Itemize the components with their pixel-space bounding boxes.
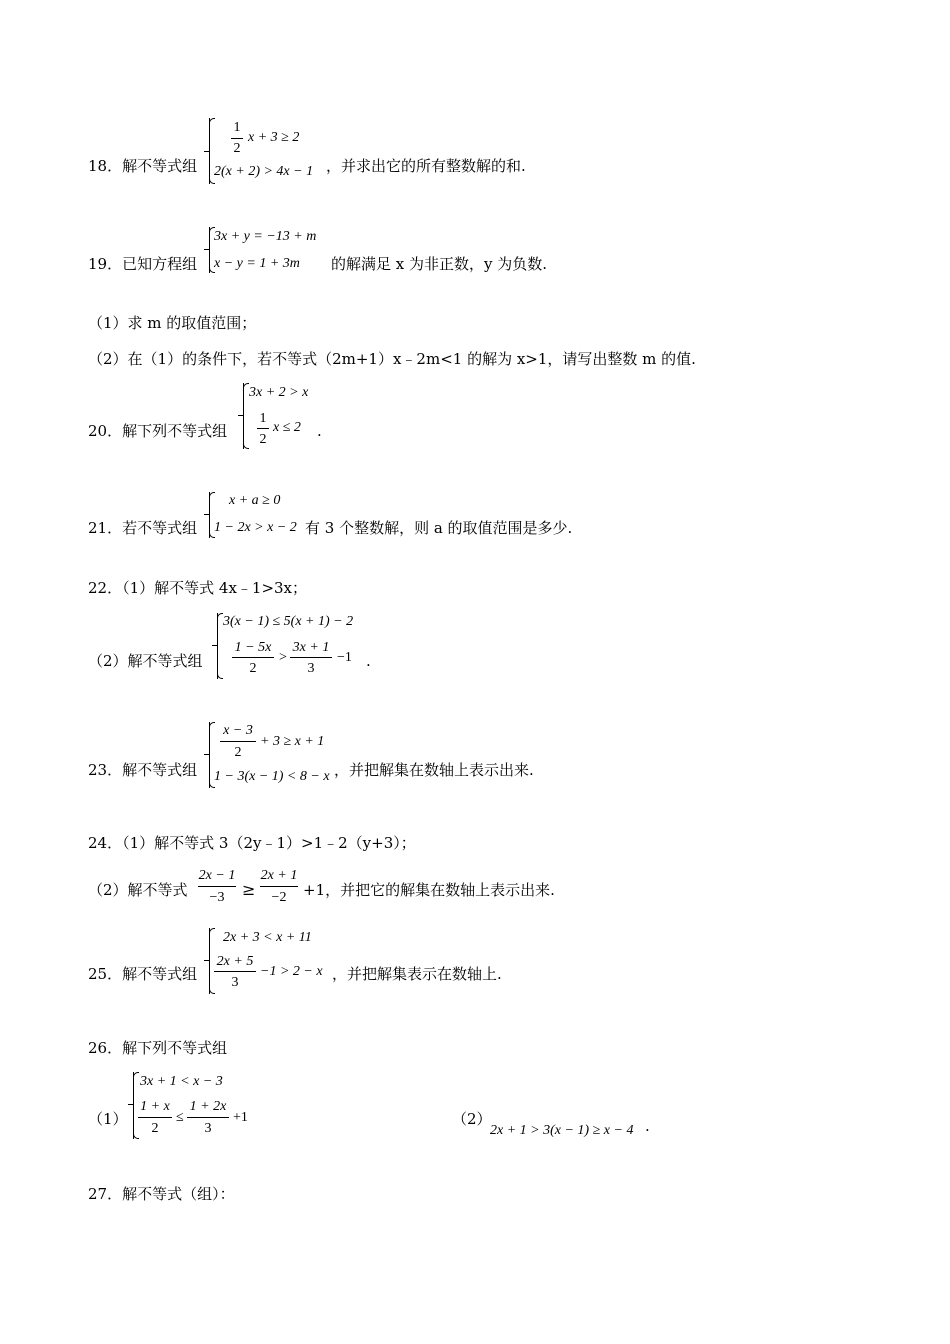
problem-19-label: 19．已知方程组 bbox=[88, 255, 198, 273]
fraction-denominator: 3 bbox=[231, 975, 239, 990]
problem-19-sub2: （2）在（1）的条件下，若不等式（2m+1）x﹣2m<1 的解为 x>1，请写出整数 m 的值. bbox=[88, 350, 696, 368]
inequality-2: 1 − 3(x − 1) < 8 − x bbox=[214, 769, 330, 784]
system-brace bbox=[217, 613, 218, 679]
inequality-1: 2x + 3 < x + 11 bbox=[223, 930, 312, 945]
equation-1: 3x + y = −13 + m bbox=[214, 229, 317, 244]
period: . bbox=[366, 652, 371, 670]
inequality-2-rest: x ≤ 2 bbox=[273, 420, 301, 435]
system-brace bbox=[209, 227, 210, 273]
system-brace bbox=[209, 722, 210, 788]
sub-2-label: （2） bbox=[452, 1110, 492, 1128]
problem-21-label: 21．若不等式组 bbox=[88, 519, 198, 537]
fraction-denominator: 2 bbox=[151, 1121, 159, 1136]
problem-19-tail: 的解满足 x 为非正数，y 为负数. bbox=[331, 255, 548, 273]
system-brace bbox=[133, 1072, 134, 1139]
problem-18-tail: ，并求出它的所有整数解的和. bbox=[326, 157, 526, 175]
system-brace bbox=[209, 118, 210, 184]
fraction-denominator: 2 bbox=[249, 661, 257, 676]
problem-20-label: 20．解下列不等式组 bbox=[88, 422, 228, 440]
inequality-1-rest: + 3 ≥ x + 1 bbox=[260, 734, 325, 749]
inequality-2: 2(x + 2) > 4x − 1 bbox=[214, 164, 314, 179]
leq-sign: ≤ bbox=[176, 1110, 184, 1125]
problem-24-tail: +1，并把它的解集在数轴上表示出来. bbox=[303, 881, 555, 899]
problem-23-tail: ，并把解集在数轴上表示出来. bbox=[334, 761, 534, 779]
period: . bbox=[317, 422, 322, 440]
inequality-1-rest: x + 3 ≥ 2 bbox=[248, 130, 300, 145]
fraction-numerator: 3x + 1 bbox=[292, 640, 330, 655]
problem-18-label: 18．解不等式组 bbox=[88, 157, 198, 175]
problem-23-label: 23．解不等式组 bbox=[88, 761, 198, 779]
inequality-1: 3x + 1 < x − 3 bbox=[140, 1074, 223, 1089]
fraction-numerator: x − 3 bbox=[223, 723, 253, 738]
fraction-numerator: 2x + 1 bbox=[260, 868, 298, 883]
inequality-2: 1 − 2x > x − 2 bbox=[214, 520, 297, 535]
system-brace bbox=[209, 492, 210, 538]
fraction-denominator: 2 bbox=[234, 745, 242, 760]
fraction-denominator: 3 bbox=[307, 661, 315, 676]
problem-19-sub1: （1）求 m 的取值范围； bbox=[88, 314, 257, 332]
fraction-numerator: 1 bbox=[233, 120, 241, 135]
fraction-numerator: 1 + 2x bbox=[189, 1099, 227, 1114]
fraction-numerator: 2x + 5 bbox=[216, 954, 254, 969]
fraction-denominator: 2 bbox=[259, 432, 267, 447]
fraction-numerator: 1 − 5x bbox=[234, 640, 272, 655]
plus-one: +1 bbox=[233, 1110, 248, 1125]
inequality-2-rest: −1 > 2 − x bbox=[260, 964, 323, 979]
compound-inequality: 2x + 1 > 3(x − 1) ≥ x − 4 bbox=[490, 1123, 634, 1138]
fraction-denominator: −3 bbox=[209, 890, 225, 905]
fraction-numerator: 1 bbox=[259, 411, 267, 426]
fraction-denominator: 2 bbox=[233, 141, 241, 156]
problem-25-tail: ，并把解集表示在数轴上. bbox=[332, 965, 502, 983]
equation-2: x − y = 1 + 3m bbox=[214, 256, 300, 271]
inequality-1: 3(x − 1) ≤ 5(x + 1) − 2 bbox=[223, 614, 354, 629]
problem-24-sub2: （2）解不等式 bbox=[88, 881, 188, 899]
fraction-numerator: 1 + x bbox=[140, 1099, 170, 1114]
inequality-1: x + a ≥ 0 bbox=[229, 493, 281, 508]
problem-22-sub2: （2）解不等式组 bbox=[88, 652, 203, 670]
problem-26-label: 26．解下列不等式组 bbox=[88, 1039, 228, 1057]
problem-24-line1: 24．（1）解不等式 3（2y﹣1）>1﹣2（y+3）； bbox=[88, 834, 416, 852]
fraction-numerator: 2x − 1 bbox=[198, 868, 236, 883]
system-brace bbox=[243, 383, 244, 449]
problem-21-tail: 有 3 个整数解，则 a 的取值范围是多少. bbox=[305, 519, 573, 537]
fraction-denominator: 3 bbox=[204, 1121, 212, 1136]
greater-than: > bbox=[279, 650, 287, 665]
sub-1-label: （1） bbox=[88, 1110, 128, 1128]
problem-22-line1: 22．（1）解不等式 4x﹣1>3x； bbox=[88, 579, 308, 597]
geq-sign: ≥ bbox=[242, 880, 256, 899]
fraction-denominator: −2 bbox=[271, 890, 287, 905]
minus-one: −1 bbox=[337, 650, 352, 665]
period: . bbox=[645, 1117, 650, 1135]
system-brace bbox=[209, 928, 210, 994]
inequality-1: 3x + 2 > x bbox=[249, 385, 309, 400]
problem-25-label: 25．解不等式组 bbox=[88, 965, 198, 983]
problem-27-label: 27．解不等式（组）： bbox=[88, 1185, 235, 1203]
